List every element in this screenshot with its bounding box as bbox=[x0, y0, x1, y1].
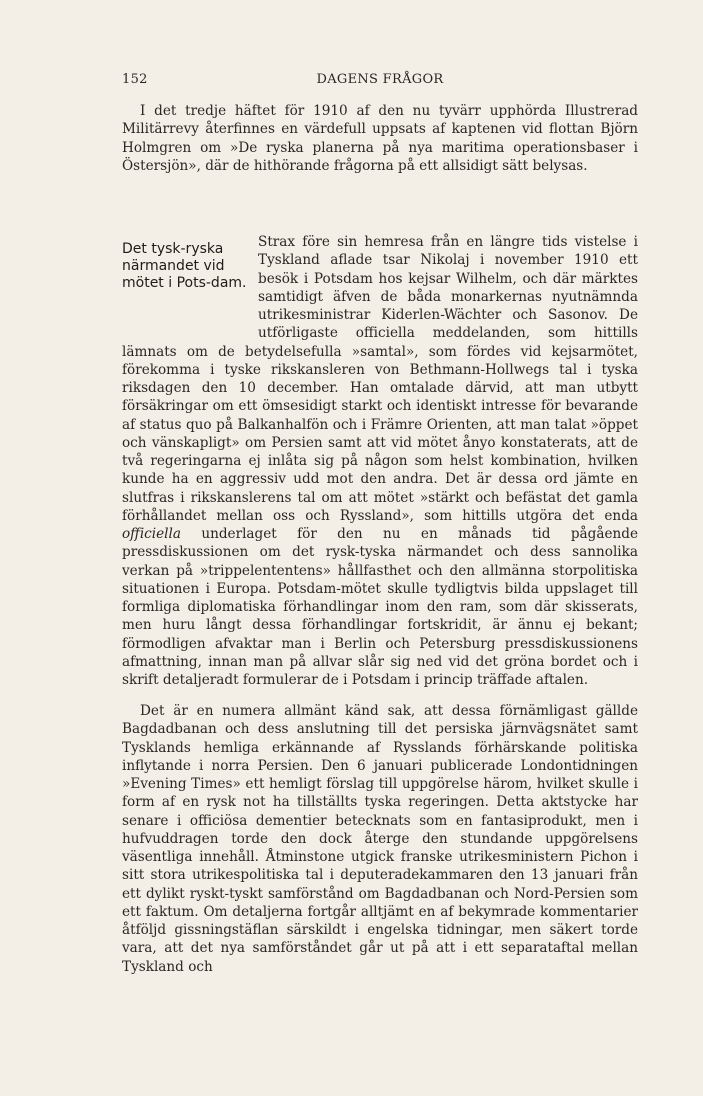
paragraph-potsdam bbox=[122, 233, 638, 689]
page-number: 152 bbox=[122, 72, 148, 87]
paragraph-3-text: Det är en numera allmänt känd sak, att dessa förnämligast gällde Bagdadbanan och dess anslutning till det persiska järnvägsnätet samt Tysklands hemliga erkännande af Rysslands förhärskande politiska inflytande i norra Persien. Den 6 januari publicerade Londontidningen »Evening Times» ett hemligt förslag till uppgörelse härom, hvilket skulle i form af en rysk not ha tillställts tyska regeringen. Detta aktstycke har senare i officiösa dementier betecknats som en fantasiprodukt, men i hufvuddragen torde den dock återge den stundande uppgörelsens väsentliga innehåll. Åtminstone utgick franske utrikesministern Pichon i sitt stora utrikespolitiska tal i deputeradekammaren den 13 januari från ett dylikt ryskt-tyskt samförstånd om Bagdadbanan och Nord-Persien som ett faktum. Om detaljerna fortgår alltjämt en af bekymrade kommentarier åtföljd gissningstäflan särskildt i engelska tidningar, men säkert torde vara, att det nya samförståndet går ut på att i ett separataftal mellan Tyskland och bbox=[122, 703, 638, 975]
margin-note: Det tysk-ryska närmandet vid mötet i Pots-dam. bbox=[122, 241, 247, 291]
paragraph-2-part-2: underlaget för den nu en månads tid pågående pressdiskussionen om det rysk-tyska närmandet och dess sannolika verkan på »trippelententens» hållfasthet och den allmänna storpolitiska situationen i Europa. Potsdam-mötet skulle tydligtvis bilda uppslaget till formliga diplomatiska förhandlingar inom den ram, som där skisserats, men huru långt dessa förhandlingar fortskridit, är ännu ej bekant; förmodligen afvaktar man i Berlin och Petersburg pressdiskussionens afmattning, innan man på allvar slår sig ned vid det gröna bordet och i skrift detaljeradt formulerar de i Potsdam i princip träffade aftalen. bbox=[122, 526, 638, 688]
paragraph-1-text: I det tredje häftet för 1910 af den nu tyvärr upphörda Illustrerad Militärrevy återfinnes en värdefull uppsats af kaptenen vid flottan Björn Holmgren om »De ryska planerna på nya maritima operationsbaser i Östersjön», där de hithörande frågorna på ett allsidigt sätt belysas. bbox=[122, 103, 638, 174]
paragraph-bagdad bbox=[122, 702, 638, 976]
running-title: DAGENS FRÅGOR bbox=[316, 72, 444, 87]
paragraph-intro bbox=[122, 102, 638, 175]
paragraph-2-part-1: Strax före sin hemresa från en längre tids vistelse i Tyskland aflade tsar Nikolaj i november 1910 ett besök i Potsdam hos kejsar Wilhelm, och där märktes samtidigt äfven de båda monarkernas nyutnämnda utrikesministrar Kiderlen-Wächter och Sasonov. De utförligaste officiella meddelanden, som hittills lämnats om de betydelsefulla »samtal», som fördes vid kejsarmötet, förekomma i tyske rikskansleren von Bethmann-Hollwegs tal i tyska riksdagen den 10 december. Han omtalade därvid, att man utbytt försäkringar om ett ömsesidigt starkt och identiskt intresse för bevarande af status quo på Balkanhalfön och i Främre Orienten, att man talat »öppet och vänskapligt» om Persien samt att vid mötet ånyo konstaterats, att de två regeringarna ej inlåta sig på någon som helst kombination, hvilken kunde ha en aggressiv udd mot den andra. Det är dessa ord jämte en slutfras i rikskanslerens tal om att mötet »stärkt och befästat det gamla förhållandet mellan oss och Ryssland», som hittills utgöra det enda bbox=[122, 234, 638, 524]
page-header bbox=[122, 72, 638, 92]
emphasis-officiella: officiella bbox=[122, 526, 181, 542]
